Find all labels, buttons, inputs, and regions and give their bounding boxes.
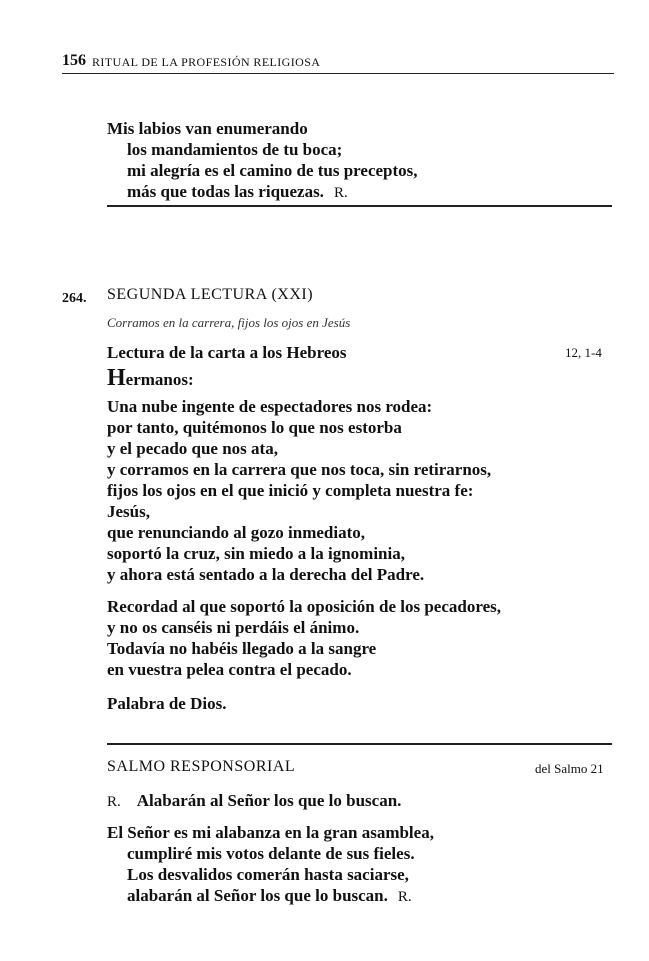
reading-source: Lectura de la carta a los Hebreos bbox=[107, 343, 347, 362]
reading-line: Jesús, bbox=[107, 502, 150, 521]
reading-opening: Hermanos: bbox=[107, 365, 194, 391]
reading-subtitle: Corramos en la carrera, fijos los ojos en Jesús bbox=[107, 315, 351, 330]
reading-line: y no os canséis ni perdáis el ánimo. bbox=[107, 618, 360, 637]
psalm-source: del Salmo 21 bbox=[535, 761, 604, 776]
response-mark: R. bbox=[397, 889, 412, 905]
reading-line: fijos los ojos en el que inició y completa nuestra fe: bbox=[107, 481, 474, 500]
page-number: 156 bbox=[62, 52, 86, 69]
reading-line: que renunciando al gozo inmediato, bbox=[107, 523, 366, 542]
psalm-line: los mandamientos de tu boca; bbox=[127, 140, 343, 159]
reading-line: soportó la cruz, sin miedo a la ignominia, bbox=[107, 544, 405, 563]
stanza-line: alabarán al Señor los que lo buscan. R. bbox=[127, 886, 412, 905]
reading-line: y el pecado que nos ata, bbox=[107, 439, 278, 458]
response-mark: R. bbox=[107, 794, 121, 810]
reading-line: en vuestra pelea contra el pecado. bbox=[107, 660, 352, 679]
section-divider bbox=[107, 743, 612, 745]
reading-citation: 12, 1-4 bbox=[565, 345, 602, 360]
stanza-line: Los desvalidos comerán hasta saciarse, bbox=[127, 865, 409, 884]
psalm-line: mi alegría es el camino de tus preceptos, bbox=[127, 161, 418, 180]
section-divider bbox=[107, 205, 612, 207]
psalm-line: más que todas las riquezas. R. bbox=[127, 182, 348, 201]
psalm-line: Mis labios van enumerando bbox=[107, 119, 308, 138]
reading-line: Recordad al que soportó la oposición de los pecadores, bbox=[107, 597, 502, 616]
reading-line: Todavía no habéis llegado a la sangre bbox=[107, 639, 377, 658]
response-text: Alabarán al Señor los que lo buscan. bbox=[136, 791, 402, 810]
reading-line: Una nube ingente de espectadores nos rodea: bbox=[107, 397, 433, 416]
reading-title: SEGUNDA LECTURA (XXI) bbox=[107, 286, 314, 303]
psalm-title: SALMO RESPONSORIAL bbox=[107, 758, 296, 775]
reading-line: y ahora está sentado a la derecha del Padre. bbox=[107, 565, 425, 584]
drop-cap: H bbox=[107, 365, 126, 391]
running-title: RITUAL DE LA PROFESIÓN RELIGIOSA bbox=[92, 55, 321, 69]
response-mark: R. bbox=[333, 185, 348, 201]
stanza-line: El Señor es mi alabanza en la gran asamblea, bbox=[107, 823, 434, 842]
reading-number: 264. bbox=[62, 291, 87, 306]
reading-closing: Palabra de Dios. bbox=[107, 694, 227, 713]
stanza-line: cumpliré mis votos delante de sus fieles. bbox=[127, 844, 415, 863]
reading-line: y corramos en la carrera que nos toca, sin retirarnos, bbox=[107, 460, 492, 479]
reading-line: por tanto, quitémonos lo que nos estorba bbox=[107, 418, 402, 437]
header-rule bbox=[62, 73, 614, 74]
page-header bbox=[62, 52, 614, 74]
psalm-response bbox=[107, 790, 612, 813]
